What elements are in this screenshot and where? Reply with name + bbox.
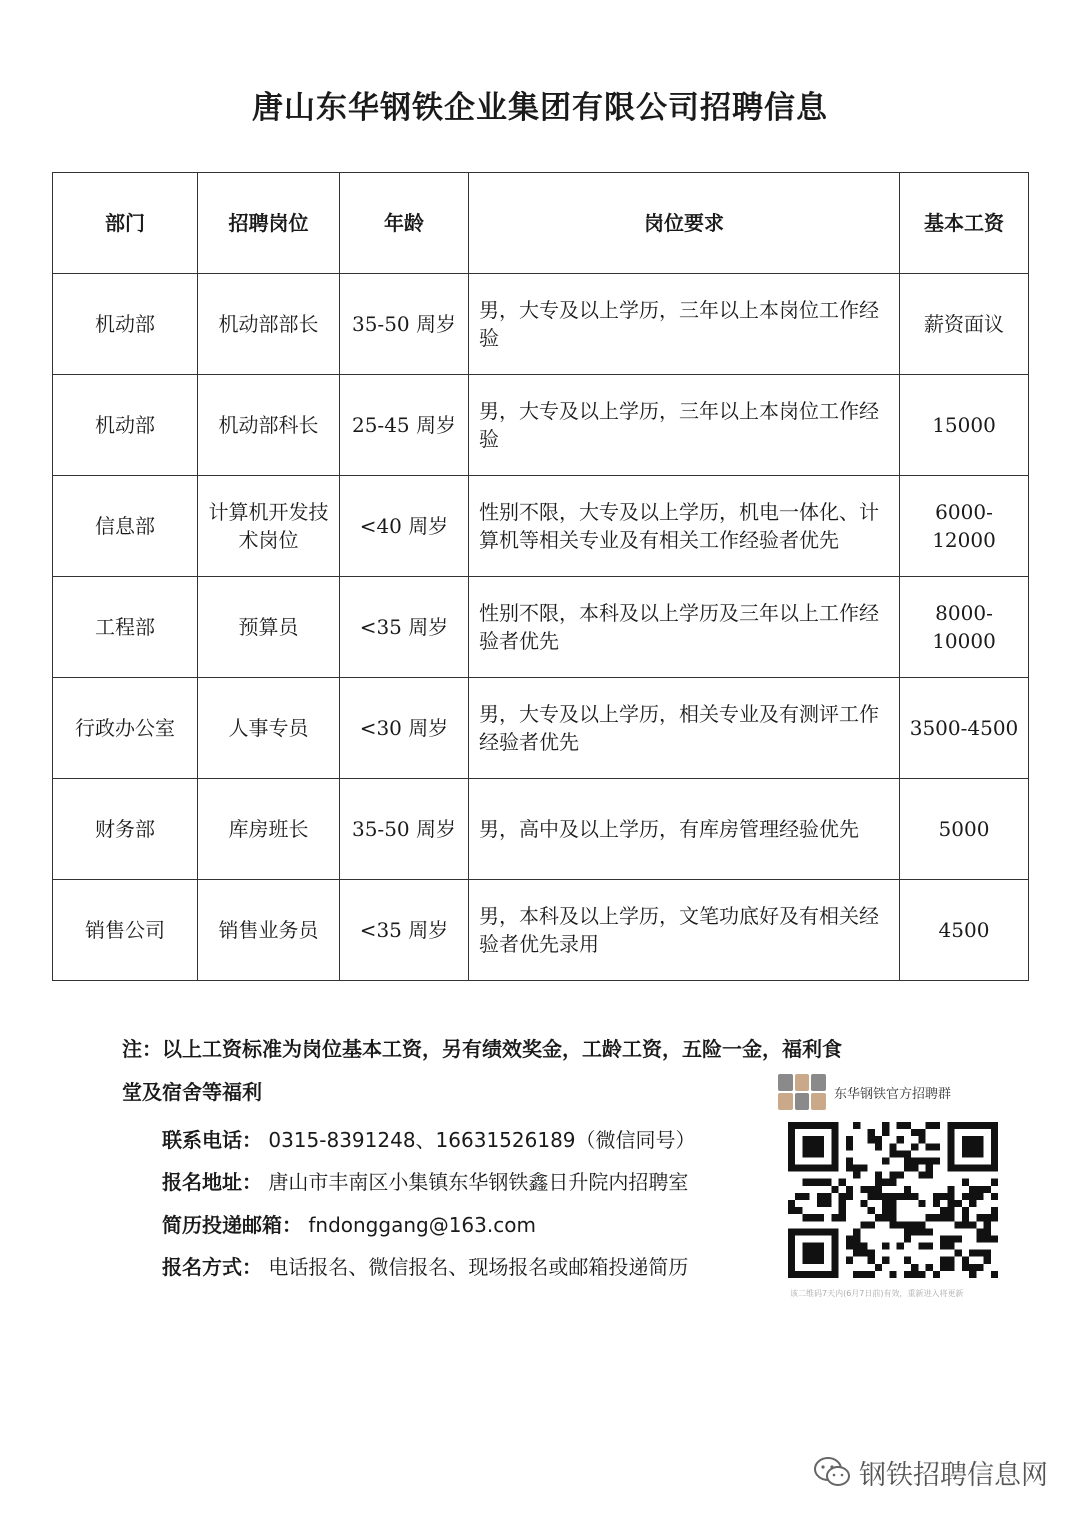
cell-department: 机动部 — [53, 375, 198, 476]
cell-position: 销售业务员 — [198, 880, 340, 981]
qr-group-header — [778, 1072, 998, 1112]
qr-caption: 该二维码7天内(6月7日前)有效，重新进入将更新 — [790, 1289, 964, 1298]
cell-position: 机动部科长 — [198, 375, 340, 476]
table-row — [53, 678, 1029, 779]
contact-phone — [162, 1124, 696, 1153]
table-row — [53, 476, 1029, 577]
page-title: 唐山东华钢铁企业集团有限公司招聘信息 — [252, 90, 828, 126]
wechat-icon — [813, 1456, 851, 1488]
cell-position: 库房班长 — [198, 779, 340, 880]
cell-requirements: 男，大专及以上学历，三年以上本岗位工作经验 — [469, 274, 900, 375]
group-avatar — [778, 1074, 826, 1110]
cell-department: 财务部 — [53, 779, 198, 880]
cell-requirements: 性别不限，大专及以上学历，机电一体化、计算机等相关专业及有相关工作经验者优先 — [469, 476, 900, 577]
contact-address — [162, 1166, 688, 1195]
cell-age: 35-50 周岁 — [340, 779, 469, 880]
email-value: fndonggang@163.com — [308, 1213, 536, 1237]
table-row — [53, 577, 1029, 678]
cell-salary: 8000-10000 — [900, 577, 1029, 678]
method-label: 报名方式： — [162, 1255, 262, 1279]
header-department: 部门 — [53, 173, 198, 274]
cell-position: 预算员 — [198, 577, 340, 678]
email-label: 简历投递邮箱： — [162, 1213, 302, 1237]
table-row — [53, 779, 1029, 880]
cell-requirements: 男，高中及以上学历，有库房管理经验优先 — [469, 779, 900, 880]
cell-salary: 3500-4500 — [900, 678, 1029, 779]
source-watermark — [813, 1452, 1048, 1492]
header-position: 招聘岗位 — [198, 173, 340, 274]
cell-age: 35-50 周岁 — [340, 274, 469, 375]
cell-salary: 薪资面议 — [900, 274, 1029, 375]
cell-requirements: 性别不限，本科及以上学历及三年以上工作经验者优先 — [469, 577, 900, 678]
cell-department: 工程部 — [53, 577, 198, 678]
cell-age: <35 周岁 — [340, 880, 469, 981]
cell-age: <30 周岁 — [340, 678, 469, 779]
cell-age: <35 周岁 — [340, 577, 469, 678]
table-header-row — [53, 173, 1029, 274]
cell-salary: 15000 — [900, 375, 1029, 476]
header-age: 年龄 — [340, 173, 469, 274]
cell-requirements: 男，大专及以上学历，三年以上本岗位工作经验 — [469, 375, 900, 476]
note-line-2: 堂及宿舍等福利 — [122, 1080, 262, 1104]
header-requirements: 岗位要求 — [469, 173, 900, 274]
cell-salary: 4500 — [900, 880, 1029, 981]
table-row — [53, 375, 1029, 476]
recruitment-table — [52, 172, 1029, 981]
cell-age: <40 周岁 — [340, 476, 469, 577]
cell-requirements: 男，大专及以上学历，相关专业及有测评工作经验者优先 — [469, 678, 900, 779]
cell-department: 销售公司 — [53, 880, 198, 981]
note-line-1: 注：以上工资标准为岗位基本工资，另有绩效奖金，工龄工资，五险一金，福利食 — [122, 1037, 842, 1061]
contact-method — [162, 1251, 688, 1280]
cell-department: 信息部 — [53, 476, 198, 577]
cell-requirements: 男，本科及以上学历，文笔功底好及有相关经验者优先录用 — [469, 880, 900, 981]
cell-position: 人事专员 — [198, 678, 340, 779]
cell-department: 机动部 — [53, 274, 198, 375]
header-salary: 基本工资 — [900, 173, 1029, 274]
cell-age: 25-45 周岁 — [340, 375, 469, 476]
cell-salary: 5000 — [900, 779, 1029, 880]
phone-label: 联系电话： — [162, 1128, 262, 1152]
cell-salary: 6000-12000 — [900, 476, 1029, 577]
address-label: 报名地址： — [162, 1170, 262, 1194]
table-row — [53, 880, 1029, 981]
method-value: 电话报名、微信报名、现场报名或邮箱投递简历 — [268, 1255, 689, 1279]
watermark-text: 钢铁招聘信息网 — [859, 1459, 1048, 1491]
cell-position: 机动部部长 — [198, 274, 340, 375]
qr-group-name: 东华钢铁官方招聘群 — [834, 1086, 952, 1102]
table-row — [53, 274, 1029, 375]
address-value: 唐山市丰南区小集镇东华钢铁鑫日升院内招聘室 — [268, 1170, 689, 1194]
qr-code — [788, 1122, 998, 1278]
contact-email — [162, 1209, 536, 1238]
cell-position: 计算机开发技术岗位 — [198, 476, 340, 577]
phone-value: 0315-8391248、16631526189（微信同号） — [268, 1128, 696, 1152]
cell-department: 行政办公室 — [53, 678, 198, 779]
